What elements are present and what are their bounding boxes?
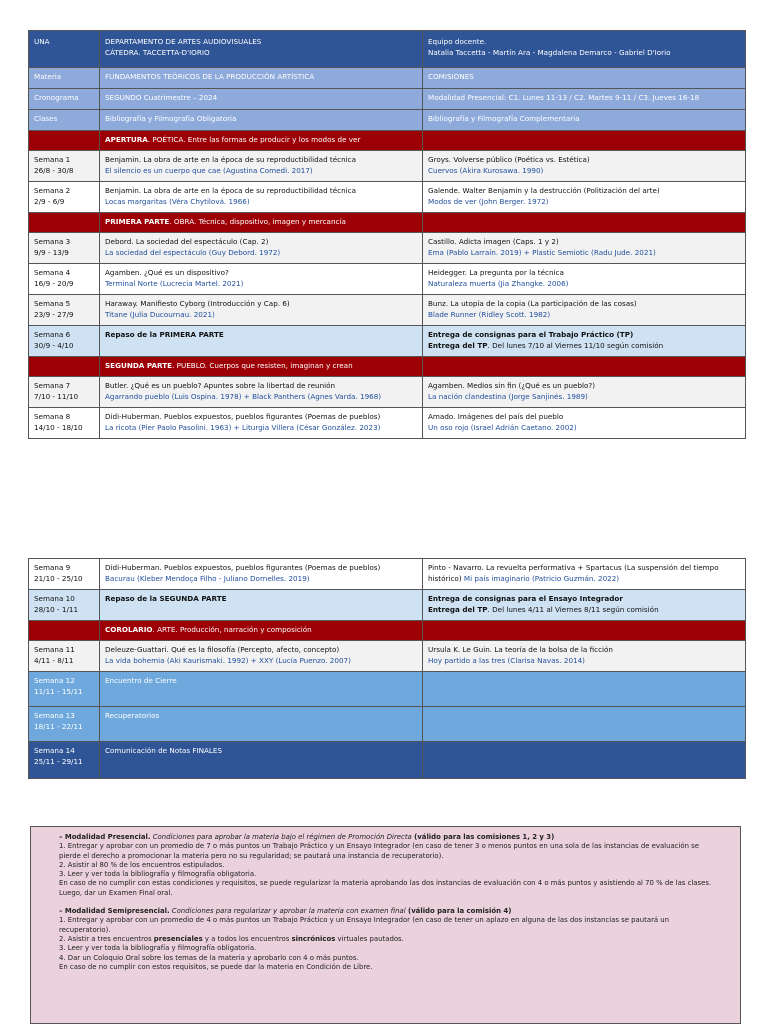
week-label: Semana 11 [34, 645, 75, 654]
reading: Agamben. ¿Qué es un dispositivo? [105, 268, 229, 277]
condition-item: 3. Leer y ver toda la bibliografía y filmografía obligatoria. [59, 944, 257, 953]
event-title: Comunicación de Notas FINALES [100, 742, 423, 779]
week-label: Semana 13 [34, 711, 75, 720]
reading: Debord. La sociedad del espectáculo (Cap. 2) [105, 237, 269, 246]
condition-item: 2. Asistir a tres encuentros presenciales y a todos los encuentros sincrónicos virtuales pautados. [59, 934, 404, 943]
section-apertura [29, 131, 746, 151]
condition-item: 3. Leer y ver toda la bibliografía y filmografía obligatoria. [59, 870, 257, 879]
cronograma-label: Cronograma [29, 89, 100, 110]
film-complementary: La nación clandestina (Jorge Sanjinés. 1989) [428, 392, 588, 401]
film: La vida bohemia (Aki Kaurismaki. 1992) + XXY (Lucía Puenzo. 2007) [105, 656, 351, 665]
week-row [29, 707, 746, 742]
week-label: Semana 6 [34, 330, 71, 339]
review-title: Repaso de la PRIMERA PARTE [105, 330, 224, 339]
modalidad-value: Modalidad Presencial: C1. Lunes 11-13 / C2. Martes 9-11 / C3. Jueves 16-18 [423, 89, 746, 110]
week-dates: 26/8 - 30/8 [34, 166, 74, 175]
film-complementary: Blade Runner (Ridley Scott. 1982) [428, 310, 551, 319]
week-dates: 28/10 - 1/11 [34, 605, 79, 614]
reading-complementary: Heidegger. La pregunta por la técnica [428, 268, 564, 277]
week-row [29, 182, 746, 213]
catedra-name: CÁTEDRA. TACCETTA-D'IORIO [105, 48, 210, 57]
week-label: Semana 2 [34, 186, 71, 195]
condition-item: 4. Dar un Coloquio Oral sobre los temas de la materia y aprobarlo con 4 o más puntos. [59, 953, 359, 962]
header-row [29, 31, 746, 68]
equipo-names: Natalia Taccetta - Martín Ara - Magdalena Demarco - Gabriel D'Iorio [428, 48, 671, 57]
film-complementary: Mi país imaginario (Patricio Guzmán. 2022) [463, 574, 620, 583]
week-row [29, 264, 746, 295]
reading-complementary-cell [423, 559, 746, 590]
week-row [29, 377, 746, 408]
section-title: SEGUNDA PARTE. PUEBLO. Cuerpos que resisten, imaginan y crean [100, 357, 423, 377]
review-row [29, 326, 746, 357]
ensayo-consignas: Entrega de consignas para el Ensayo Integrador [428, 594, 623, 603]
reading: Haraway. Manifiesto Cyborg (Introducción y Cap. 6) [105, 299, 290, 308]
week-label: Semana 7 [34, 381, 71, 390]
cronograma-value: SEGUNDO Cuatrimestre – 2024 [100, 89, 423, 110]
reading: Didi-Huberman. Pueblos expuestos, pueblos figurantes (Poemas de pueblos) [105, 563, 381, 572]
biblio-complementaria: Bibliografía y Filmografía Complementaria [423, 110, 746, 131]
reading: Benjamin. La obra de arte en la época de su reproductibilidad técnica [105, 155, 357, 164]
week-dates: 11/11 - 15/11 [34, 687, 83, 696]
tp-consignas: Entrega de consignas para el Trabajo Práctico (TP) [428, 330, 634, 339]
reading-complementary: Bunz. La utopía de la copia (La participación de las cosas) [428, 299, 637, 308]
film: Titane (Julia Ducournau. 2021) [105, 310, 215, 319]
film-complementary: Hoy partido a las tres (Clarisa Navas. 2014) [428, 656, 585, 665]
week-dates: 18/11 - 22/11 [34, 722, 83, 731]
week-row [29, 151, 746, 182]
clases-row [29, 110, 746, 131]
conditions-box [30, 826, 741, 1024]
materia-label: Materia [29, 68, 100, 89]
week-row [29, 641, 746, 672]
section-primera [29, 213, 746, 233]
condition-item: 2. Asistir al 80 % de los encuentros estipulados. [59, 860, 225, 869]
reading: Benjamin. La obra de arte en la época de su reproductibilidad técnica [105, 186, 357, 195]
film: Agarrando pueblo (Luis Ospina. 1978) + Black Panthers (Agnes Varda. 1968) [105, 392, 382, 401]
reading: Butler. ¿Qué es un pueblo? Apuntes sobre la libertad de reunión [105, 381, 336, 390]
week-row [29, 295, 746, 326]
dept-cell [100, 31, 423, 68]
review-title: Repaso de la SEGUNDA PARTE [105, 594, 227, 603]
week-dates: 25/11 - 29/11 [34, 757, 83, 766]
film-complementary: Naturaleza muerta (Jia Zhangke. 2006) [428, 279, 569, 288]
week-dates: 21/10 - 25/10 [34, 574, 83, 583]
film: Terminal Norte (Lucrecia Martel. 2021) [105, 279, 244, 288]
film-complementary: Cuervos (Akira Kurosawa. 1990) [428, 166, 544, 175]
reading-complementary: Groys. Volverse público (Poética vs. Estética) [428, 155, 590, 164]
semipresencial-heading: – Modalidad Semipresencial. Condiciones para regularizar y aprobar la materia con examen final (válido para la comisión 4) [59, 907, 512, 916]
week-label: Semana 12 [34, 676, 75, 685]
week-label: Semana 1 [34, 155, 71, 164]
dept-name: DEPARTAMENTO DE ARTES AUDIOVISUALES [105, 37, 262, 46]
reading: Deleuze-Guattari. Qué es la filosofía (Percepto, afecto, concepto) [105, 645, 340, 654]
week-label: Semana 4 [34, 268, 71, 277]
reading-complementary: Agamben. Medios sin fin (¿Qué es un pueblo?) [428, 381, 596, 390]
film-complementary: Modos de ver (John Berger. 1972) [428, 197, 549, 206]
condition-note: En caso de no cumplir con estos requisitos, se puede dar la materia en Condición de Libre. [59, 962, 373, 971]
org-cell: UNA [29, 31, 100, 68]
comisiones-label: COMISIONES [423, 68, 746, 89]
condition-item: 1. Entregar y aprobar con un promedio de 4 o más puntos un Trabajo Práctico y un Ensayo Integrador (en caso de tener un aplazo en alguna de las dos instancias se pautará un recuperatorio). [59, 916, 670, 934]
condition-item: 1. Entregar y aprobar con un promedio de 7 o más puntos un Trabajo Práctico y un Ensayo Integrador (en caso de tener 3 o menos puntos en una sola de las instancias de evaluación se pierde el derecho a promocionar la materia pero no su regularidad; se pautará una instancia de recuperatorio). [59, 842, 699, 860]
schedule-table-top [28, 30, 746, 439]
week-label: Semana 5 [34, 299, 71, 308]
section-title: APERTURA. POÉTICA. Entre las formas de producir y los modos de ver [100, 131, 423, 151]
week-label: Semana 8 [34, 412, 71, 421]
week-label: Semana 3 [34, 237, 71, 246]
clases-label: Clases [29, 110, 100, 131]
ensayo-entrega: Entrega del TP. Del lunes 4/11 al Viernes 8/11 según comisión [428, 605, 659, 614]
week-label: Semana 9 [34, 563, 71, 572]
reading-complementary: Amado. Imágenes del país del pueblo [428, 412, 564, 421]
reading-complementary: Castillo. Adicta imagen (Caps. 1 y 2) [428, 237, 559, 246]
tp-entrega: Entrega del TP. Del lunes 7/10 al Viernes 11/10 según comisión [428, 341, 664, 350]
presencial-heading: – Modalidad Presencial. Condiciones para aprobar la materia bajo el régimen de Promoción Directa (válido para las comisiones 1, 2 y 3) [59, 833, 555, 841]
week-dates: 9/9 - 13/9 [34, 248, 69, 257]
equipo-label: Equipo docente. [428, 37, 487, 46]
week-dates: 23/9 - 27/9 [34, 310, 74, 319]
film-complementary: Un oso rojo (Israel Adrián Caetano. 2002) [428, 423, 577, 432]
reading-complementary: Pinto - Navarro. La revuelta performativa + Spartacus (La suspensión del tiempo histórico) [428, 563, 719, 583]
cronograma-row [29, 89, 746, 110]
week-dates: 2/9 - 6/9 [34, 197, 65, 206]
review-row [29, 590, 746, 621]
event-title: Encuentro de Cierre [100, 672, 423, 707]
section-title: PRIMERA PARTE. OBRA. Técnica, dispositivo, imagen y mercancía [100, 213, 423, 233]
biblio-obligatoria: Bibliografía y Filmografía Obligatoria [100, 110, 423, 131]
condition-note: En caso de no cumplir con estas condiciones y requisitos, se puede regularizar la materia aprobando las dos instancias de evaluación con 4 o más puntos y asistiendo al 70 % de las clases. Luego, dar un Examen Final oral. [59, 879, 712, 897]
equipo-cell [423, 31, 746, 68]
film: Locas margaritas (Věra Chytilová. 1966) [105, 197, 250, 206]
section-corolario [29, 621, 746, 641]
materia-row [29, 68, 746, 89]
week-label: Semana 14 [34, 746, 75, 755]
reading-complementary: Galende. Walter Benjamin y la destrucción (Politización del arte) [428, 186, 660, 195]
film-complementary: Ema (Pablo Larraín. 2019) + Plastic Semiotic (Radu Jude. 2021) [428, 248, 656, 257]
event-title: Recuperatorios [100, 707, 423, 742]
materia-name: FUNDAMENTOS TEÓRICOS DE LA PRODUCCIÓN ARTÍSTICA [100, 68, 423, 89]
section-title: COROLARIO. ARTE. Producción, narración y composición [100, 621, 423, 641]
reading: Didi-Huberman. Pueblos expuestos, pueblos figurantes (Poemas de pueblos) [105, 412, 381, 421]
week-dates: 4/11 - 8/11 [34, 656, 74, 665]
reading-complementary: Ursula K. Le Guin. La teoría de la bolsa de la ficción [428, 645, 613, 654]
week-dates: 30/9 - 4/10 [34, 341, 74, 350]
section-segunda [29, 357, 746, 377]
film: El silencio es un cuerpo que cae (Agustina Comedi. 2017) [105, 166, 313, 175]
week-label: Semana 10 [34, 594, 75, 603]
week-dates: 16/9 - 20/9 [34, 279, 74, 288]
film: La sociedad del espectáculo (Guy Debord. 1972) [105, 248, 281, 257]
week-row [29, 742, 746, 779]
week-dates: 7/10 - 11/10 [34, 392, 79, 401]
week-row [29, 408, 746, 439]
week-dates: 14/10 - 18/10 [34, 423, 83, 432]
week-row [29, 672, 746, 707]
week-row [29, 559, 746, 590]
schedule-table-bottom [28, 558, 746, 779]
film: Bacurau (Kleber Mendoça Filho - Juliano Dornelles. 2019) [105, 574, 310, 583]
film: La ricota (Pier Paolo Pasolini. 1963) + Liturgia Villera (César González. 2023) [105, 423, 381, 432]
week-row [29, 233, 746, 264]
